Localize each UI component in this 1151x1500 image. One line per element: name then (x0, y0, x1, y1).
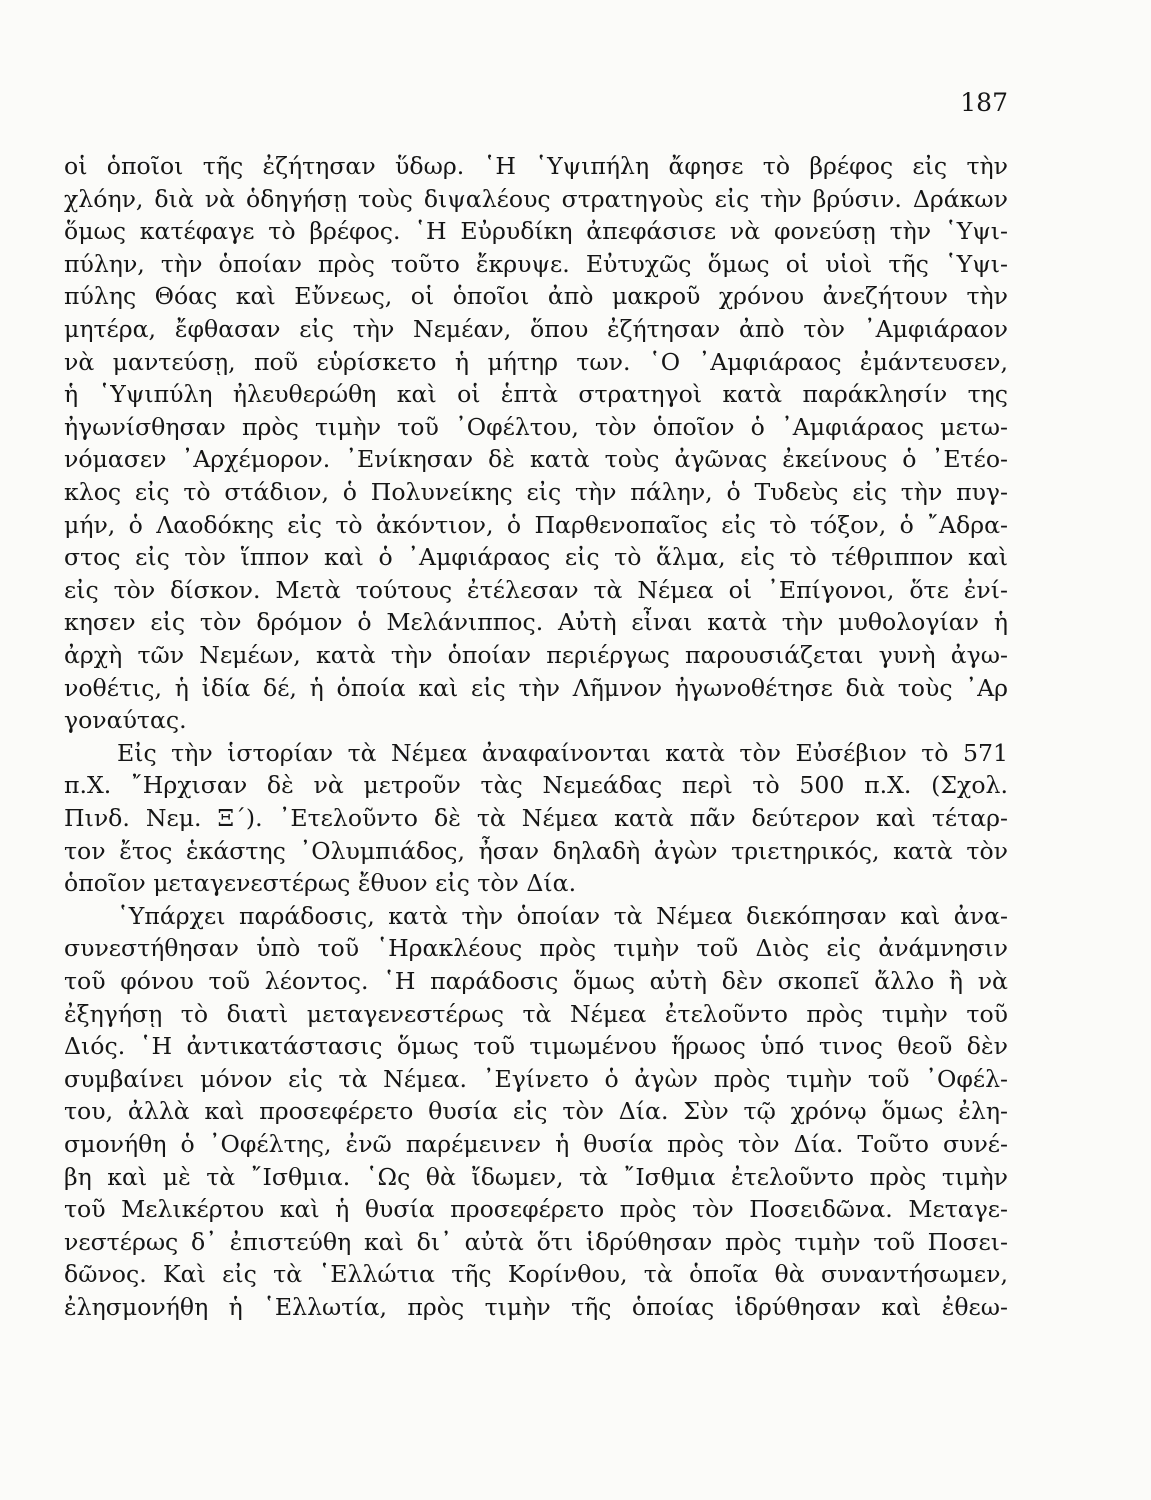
text-line: του, ἀλλὰ καὶ προσεφέρετο θυσία εἰς τὸν Δία. Σὺν τῷ χρόνῳ ὅμως ἐλη- (64, 1097, 1008, 1126)
text-line: συμβαίνει μόνον εἰς τὰ Νέμεα. ᾿Εγίνετο ὁ ἀγὼν πρὸς τιμὴν τοῦ ᾿Οφέλ- (64, 1064, 1008, 1093)
text-line: εἰς τὸν δίσκον. Μετὰ τούτους ἐτέλεσαν τὰ Νέμεα οἱ ᾿Επίγονοι, ὅτε ἐνί- (64, 575, 1008, 604)
text-line: νόμασεν ᾿Αρχέμορον. ᾿Ενίκησαν δὲ κατὰ τοὺς ἀγῶνας ἐκείνους ὁ ᾿Ετέο- (64, 445, 1008, 474)
text-line: ὅμως κατέφαγε τὸ βρέφος. ῾Η Εὐρυδίκη ἀπεφάσισε νὰ φονεύσῃ τὴν ῾Υψι- (64, 217, 1008, 246)
text-line: ἡ ῾Υψιπύλη ἠλευθερώθη καὶ οἱ ἑπτὰ στρατηγοὶ κατὰ παράκλησίν της (64, 380, 1008, 409)
text-line: Πινδ. Νεμ. Ξ΄). ᾿Ετελοῦντο δὲ τὰ Νέμεα κατὰ πᾶν δεύτερον καὶ τέταρ- (64, 804, 1008, 832)
text-line: δῶνος. Καὶ εἰς τὰ ῾Ελλώτια τῆς Κορίνθου, τὰ ὁποῖα θὰ συναντήσωμεν, (64, 1260, 1008, 1289)
text-line: μήν, ὁ Λαοδόκης εἰς τὸ ἀκόντιον, ὁ Παρθενοπαῖος εἰς τὸ τόξον, ὁ ῎Αδρα- (64, 510, 1008, 539)
text-line: μητέρα, ἔφθασαν εἰς τὴν Νεμέαν, ὅπου ἐζήτησαν ἀπὸ τὸν ᾿Αμφιάραον (64, 315, 1008, 343)
text-line: συνεστήθησαν ὑπὸ τοῦ ῾Ηρακλέους πρὸς τιμὴν τοῦ Διὸς εἰς ἀνάμνησιν (64, 934, 1008, 963)
text-line: τοῦ φόνου τοῦ λέοντος. ῾Η παράδοσις ὅμως αὐτὴ δὲν σκοπεῖ ἄλλο ἢ νὰ (64, 967, 1008, 995)
text-line: τοῦ Μελικέρτου καὶ ἡ θυσία προσεφέρετο πρὸς τὸν Ποσειδῶνα. Μεταγε- (64, 1195, 1008, 1224)
page-number: 187 (960, 88, 1008, 117)
text-line: νοθέτις, ἡ ἰδία δέ, ἡ ὁποία καὶ εἰς τὴν Λῆμνον ἠγωνοθέτησε διὰ τοὺς ᾿Αρ (64, 673, 1008, 702)
text-line: βη καὶ μὲ τὰ ῎Ισθμια. ῾Ως θὰ ἴδωμεν, τὰ ῎Ισθμια ἐτελοῦντο πρὸς τιμὴν (64, 1162, 1008, 1191)
text-line: νὰ μαντεύσῃ, ποῦ εὑρίσκετο ἡ μήτηρ των. ῾Ο ᾿Αμφιάραος ἐμάντευσεν, (64, 347, 1008, 376)
text-line: π.Χ. ῎Ηρχισαν δὲ νὰ μετροῦν τὰς Νεμεάδας περὶ τὸ 500 π.Χ. (Σχολ. (64, 771, 1008, 800)
text-line: πύλης Θόας καὶ Εὔνεως, οἱ ὁποῖοι ἀπὸ μακροῦ χρόνου ἀνεζήτουν τὴν (64, 282, 1008, 311)
text-line: γοναύτας. (64, 706, 187, 735)
text-line: σμονήθη ὁ ᾿Οφέλτης, ἐνῶ παρέμεινεν ἡ θυσία πρὸς τὸν Δία. Τοῦτο συνέ- (64, 1130, 1008, 1158)
text-line: ἀρχὴ τῶν Νεμέων, κατὰ τὴν ὁποίαν περιέργως παρουσιάζεται γυνὴ ἀγω- (64, 641, 1008, 669)
text-line: ῾Υπάρχει παράδοσις, κατὰ τὴν ὁποίαν τὰ Νέμεα διεκόπησαν καὶ ἀνα- (117, 901, 1008, 930)
text-line: ἐξηγήσῃ τὸ διατὶ μεταγενεστέρως τὰ Νέμεα ἐτελοῦντο πρὸς τιμὴν τοῦ (64, 999, 1008, 1028)
text-line: Διός. ῾Η ἀντικατάστασις ὅμως τοῦ τιμωμένου ἥρωος ὑπό τινος θεοῦ δὲν (64, 1032, 1008, 1061)
text-line: πύλην, τὴν ὁποίαν πρὸς τοῦτο ἔκρυψε. Εὐτυχῶς ὅμως οἱ υἱοὶ τῆς ῾Υψι- (64, 249, 1008, 278)
text-line: νεστέρως δ᾿ ἐπιστεύθη καὶ δι᾿ αὐτὰ ὅτι ἱδρύθησαν πρὸς τιμὴν τοῦ Ποσει- (64, 1227, 1008, 1256)
text-line: χλόην, διὰ νὰ ὁδηγήσῃ τοὺς διψαλέους στρατηγοὺς εἰς τὴν βρύσιν. Δράκων (64, 184, 1008, 213)
text-line: κλος εἰς τὸ στάδιον, ὁ Πολυνείκης εἰς τὴν πάλην, ὁ Τυδεὺς εἰς τὴν πυγ- (64, 478, 1008, 506)
text-line: οἱ ὁποῖοι τῆς ἐζήτησαν ὕδωρ. ῾Η ῾Υψιπήλη ἄφησε τὸ βρέφος εἰς τὴν (64, 152, 1008, 180)
text-line: κησεν εἰς τὸν δρόμον ὁ Μελάνιππος. Αὐτὴ εἶναι κατὰ τὴν μυθολογίαν ἡ (64, 608, 1008, 637)
text-line: ἠγωνίσθησαν πρὸς τιμὴν τοῦ ᾿Οφέλτου, τὸν ὁποῖον ὁ ᾿Αμφιάραος μετω- (64, 412, 1008, 441)
text-line: ὁποῖον μεταγενεστέρως ἔθυον εἰς τὸν Δία. (64, 869, 577, 898)
text-line: Εἰς τὴν ἱστορίαν τὰ Νέμεα ἀναφαίνονται κατὰ τὸν Εὐσέβιον τὸ 571 (117, 738, 1008, 767)
text-line: ἐλησμονήθη ἡ ῾Ελλωτία, πρὸς τιμὴν τῆς ὁποίας ἱδρύθησαν καὶ ἐθεω- (64, 1293, 1008, 1321)
text-line: τον ἔτος ἑκάστης ᾿Ολυμπιάδος, ἦσαν δηλαδὴ ἀγὼν τριετηρικός, κατὰ τὸν (64, 836, 1008, 865)
text-line: στος εἰς τὸν ἵππον καὶ ὁ ᾿Αμφιάραος εἰς τὸ ἅλμα, εἰς τὸ τέθριππον καὶ (64, 543, 1008, 572)
